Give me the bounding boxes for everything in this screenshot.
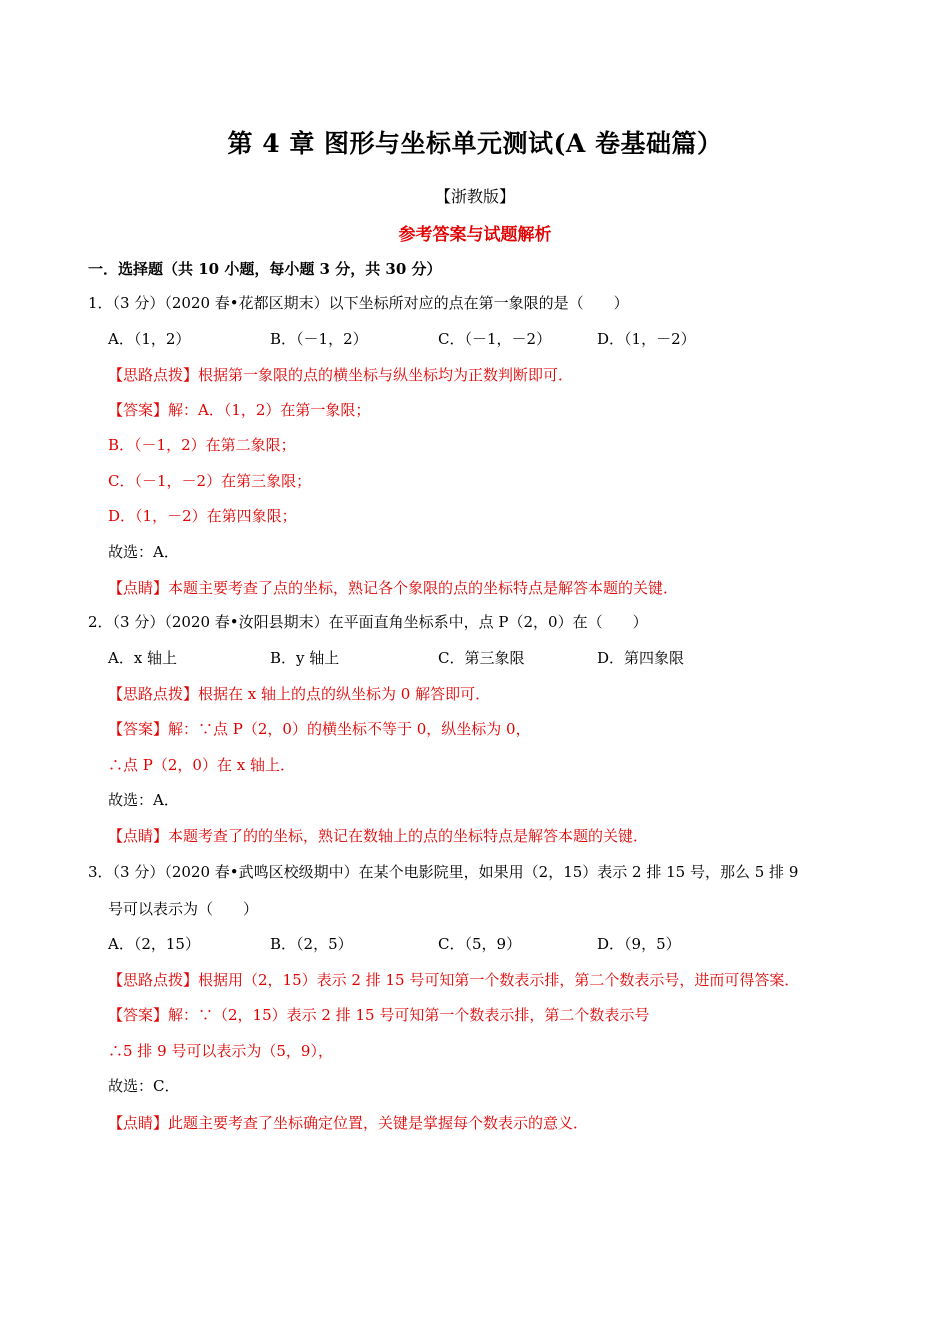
q2-therefore: ∴点 P（2，0）在 x 轴上． [108, 756, 295, 774]
q2-option-c: C．第三象限 [438, 649, 525, 667]
q1-choice: 故选：A． [108, 543, 179, 561]
q3-option-b: B．（2，5） [270, 935, 353, 953]
q1-stem: 1．（3 分）（2020 春•花都区期末）以下坐标所对应的点在第一象限的是（ ） [88, 294, 629, 312]
q3-choice: 故选：C． [108, 1077, 180, 1095]
q3-option-c: C．（5，9） [438, 935, 522, 953]
q3-answer: 【答案】解：∵（2，15）表示 2 排 15 号可知第一个数表示排，第二个数表示号 [108, 1006, 650, 1024]
q3-option-d: D．（9，5） [597, 935, 681, 953]
q2-option-b: B．y 轴上 [270, 649, 340, 667]
q1-comment: 【点睛】本题主要考查了点的坐标，熟记各个象限的点的坐标特点是解答本题的关键． [108, 579, 679, 597]
q3-option-a: A．（2，15） [108, 935, 200, 953]
q1-option-d: D．（1，－2） [597, 330, 696, 348]
q1-hint: 【思路点拨】根据第一象限的点的横坐标与纵坐标均为正数判断即可． [108, 366, 574, 384]
q2-choice: 故选：A． [108, 791, 179, 809]
q2-option-a: A．x 轴上 [108, 649, 178, 667]
q1-option-b: B．（－1，2） [270, 330, 368, 348]
page-title: 第 4 章 图形与坐标单元测试(A 卷基础篇） [227, 129, 723, 158]
q3-stem-line1: 3．（3 分）（2020 春•武鸣区校级期中）在某个电影院里，如果用（2，15）表示 2 排 15 号，那么 5 排 9 [88, 863, 799, 881]
q1-option-c: C．（－1，－2） [438, 330, 552, 348]
q1-answer-c: C．（－1，－2）在第三象限； [108, 472, 312, 490]
q1-answer-b: B．（－1，2）在第二象限； [108, 436, 296, 454]
q3-stem-line2: 号可以表示为（ ） [108, 900, 259, 918]
q3-therefore: ∴5 排 9 号可以表示为（5，9）， [108, 1042, 333, 1060]
q2-option-d: D．第四象限 [597, 649, 685, 667]
q2-comment: 【点睛】本题考查了的的坐标，熟记在数轴上的点的坐标特点是解答本题的关键． [108, 827, 649, 845]
q3-comment: 【点睛】此题主要考查了坐标确定位置，关键是掌握每个数表示的意义． [108, 1114, 589, 1132]
q2-stem: 2．（3 分）（2020 春•汝阳县期末）在平面直角坐标系中，点 P（2，0）在（ ） [88, 613, 648, 631]
q3-hint: 【思路点拨】根据用（2，15）表示 2 排 15 号可知第一个数表示排，第二个数表示号，进而可得答案． [108, 971, 800, 989]
q1-option-a: A．（1，2） [108, 330, 191, 348]
q2-answer: 【答案】解：∵点 P（2，0）的横坐标不等于 0，纵坐标为 0， [108, 720, 531, 738]
q2-hint: 【思路点拨】根据在 x 轴上的点的纵坐标为 0 解答即可． [108, 685, 491, 703]
section-heading: 一．选择题（共 10 小题，每小题 3 分，共 30 分） [88, 260, 442, 278]
answer-key-subtitle: 参考答案与试题解析 [398, 225, 552, 245]
q1-answer-d: D．（1，－2）在第四象限； [108, 507, 297, 525]
q1-answer: 【答案】解：A．（1，2）在第一象限； [108, 401, 371, 419]
edition-label: 【浙教版】 [434, 187, 515, 206]
